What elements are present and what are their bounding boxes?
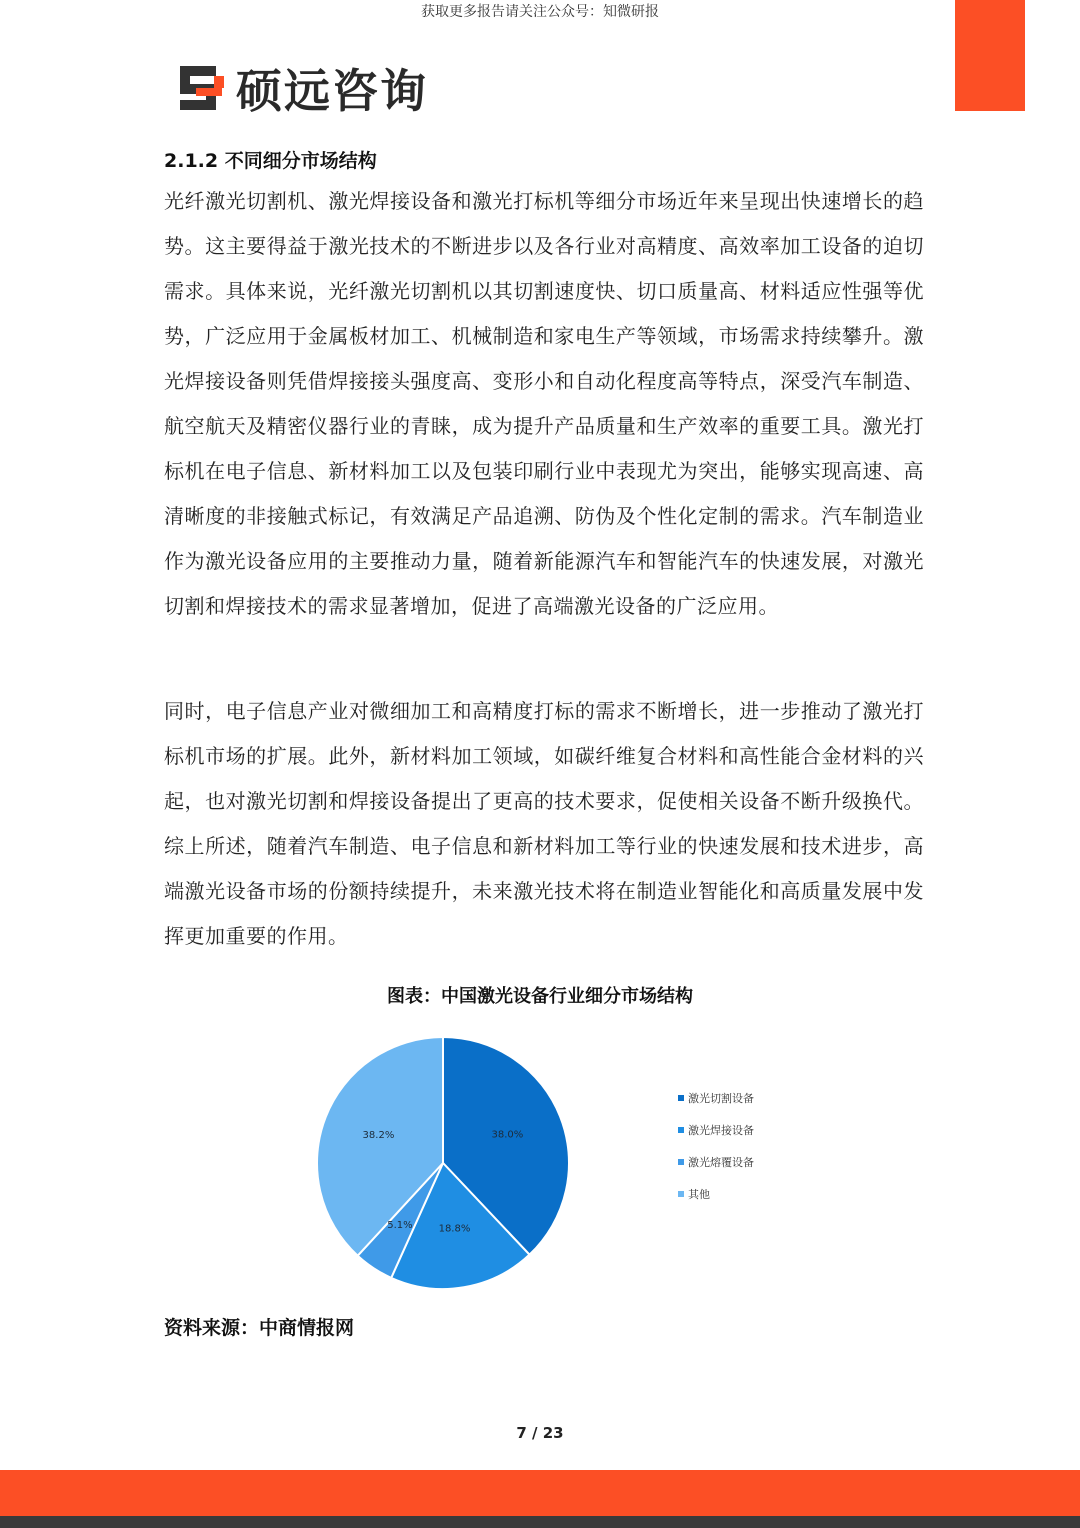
legend-item-2 <box>678 1114 754 1146</box>
body-paragraph-2: 同时，电子信息产业对微细加工和高精度打标的需求不断增长，进一步推动了激光打标机市场的扩展。此外，新材料加工领域，如碳纤维复合材料和高性能合金材料的兴起，也对激光切割和焊接设备提出了更高的技术要求，促使相关设备不断升级换代。综上所述，随着汽车制造、电子信息和新材料加工等行业的快速发展和技术进步，高端激光设备市场的份额持续提升，未来激光技术将在制造业智能化和高质量发展中发挥更加重要的作用。 <box>164 699 924 948</box>
footer-line <box>0 1516 1080 1528</box>
legend-swatch <box>678 1095 684 1101</box>
logo-mark-icon <box>176 62 228 114</box>
body-paragraph-1: 光纤激光切割机、激光焊接设备和激光打标机等细分市场近年来呈现出快速增长的趋势。这主要得益于激光技术的不断进步以及各行业对高精度、高效率加工设备的迫切需求。具体来说，光纤激光切割机以其切割速度快、切口质量高、材料适应性强等优势，广泛应用于金属板材加工、机械制造和家电生产等领域，市场需求持续攀升。激光焊接设备则凭借焊接接头强度高、变形小和自动化程度高等特点，深受汽车制造、航空航天及精密仪器行业的青睐，成为提升产品质量和生产效率的重要工具。激光打标机在电子信息、新材料加工以及包装印刷行业中表现尤为突出，能够实现高速、高清晰度的非接触式标记，有效满足产品追溯、防伪及个性化定制的需求。汽车制造业作为激光设备应用的主要推动力量，随着新能源汽车和智能汽车的快速发展，对激光切割和焊接技术的需求显著增加，促进了高端激光设备的广泛应用。 <box>164 189 924 618</box>
brand-logo <box>176 60 428 116</box>
legend-swatch <box>678 1159 684 1165</box>
legend-label: 激光焊接设备 <box>688 1124 754 1137</box>
legend-item-1 <box>678 1082 754 1114</box>
page-number: 7 / 23 <box>516 1424 564 1442</box>
legend-label: 其他 <box>688 1188 710 1201</box>
pie-data-label-2: 18.8% <box>438 1223 471 1235</box>
section-heading: 2.1.2 不同细分市场结构 <box>164 150 377 172</box>
pie-data-label-3: 5.1% <box>387 1220 413 1232</box>
chart-title: 图表：中国激光设备行业细分市场结构 <box>387 986 693 1007</box>
legend-swatch <box>678 1191 684 1197</box>
chart-legend <box>678 1082 754 1210</box>
footer-bar <box>0 1470 1080 1516</box>
logo-text: 硕远咨询 <box>236 64 428 118</box>
corner-accent-tab <box>955 0 1025 111</box>
figure-source: 资料来源：中商情报网 <box>164 1317 355 1339</box>
pie-data-label-1: 38.0% <box>491 1129 524 1141</box>
legend-item-3 <box>678 1146 754 1178</box>
pie-data-label-4: 38.2% <box>362 1129 395 1141</box>
legend-label: 激光熔覆设备 <box>688 1156 754 1169</box>
top-note: 获取更多报告请关注公众号：知微研报 <box>421 4 659 20</box>
legend-label: 激光切割设备 <box>688 1092 754 1105</box>
legend-swatch <box>678 1127 684 1133</box>
legend-item-4 <box>678 1178 754 1210</box>
